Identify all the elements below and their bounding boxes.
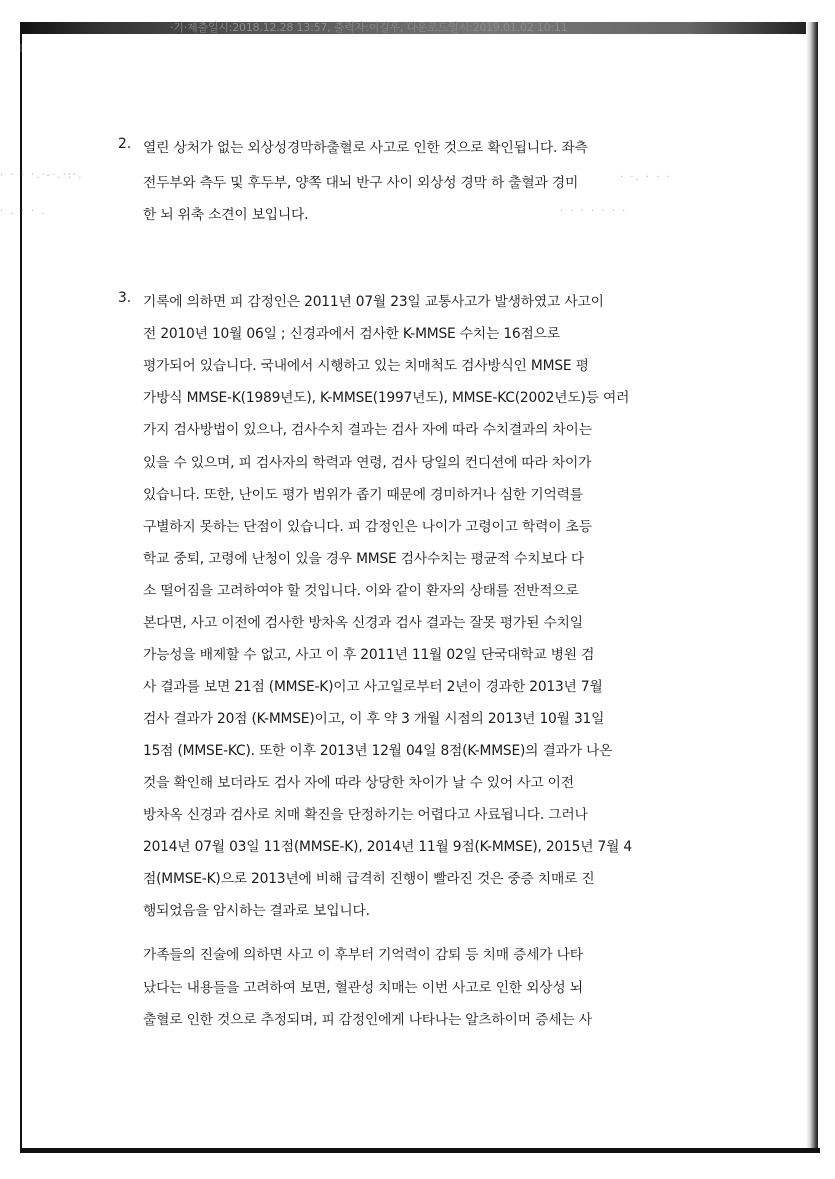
paragraph-line: 구별하지 못하는 단점이 있습니다. 피 감정인은 나이가 고령이고 학력이 초등 — [143, 519, 592, 535]
scan-mark — [20, 44, 22, 52]
paragraph-line: 평가되어 있습니다. 국내에서 시행하고 있는 치매척도 검사방식인 MMSE 평 — [143, 358, 589, 374]
paragraph-line: 열린 상처가 없는 외상성경막하출혈로 사고로 인한 것으로 확인됩니다. 좌측 — [143, 140, 588, 156]
paragraph-line: 소 떨어짐을 고려하여야 할 것입니다. 이와 같이 환자의 상태를 전반적으로 — [143, 583, 579, 599]
paragraph-line: 사 결과를 보면 21점 (MMSE-K)이고 사고일로부터 2년이 경과한 2013년 7월 — [143, 679, 603, 695]
paragraph-line: 났다는 내용들을 고려하여 보면, 혈관성 치매는 이번 사고로 인한 외상성 뇌 — [143, 980, 583, 996]
paragraph-line: 전 2010년 10월 06일 ; 신경과에서 검사한 K-MMSE 수치는 16점으로 — [143, 326, 560, 342]
paragraph-line: 것을 확인해 보더라도 검사 자에 따라 상당한 차이가 날 수 있어 사고 이전 — [143, 775, 574, 791]
download-stamp: ·기·제출일시:2018.12.28 13:57, 출력자:이길우, 다운로드일시:2019.01.02 10:11 — [170, 21, 568, 34]
scan-edge-bottom — [20, 1148, 820, 1153]
paragraph-line: 본다면, 사고 이전에 검사한 방차옥 신경과 검사 결과는 잘못 평가된 수치일 — [143, 615, 583, 631]
paragraph-line: 전두부와 측두 및 후두부, 양쪽 대뇌 반구 사이 외상성 경막 하 출혈과 경미 — [143, 175, 579, 191]
paragraph-line: 가족들의 진술에 의하면 사고 이 후부터 기억력이 감퇴 등 치매 증세가 나타 — [143, 947, 583, 963]
paragraph-line: 있습니다. 또한, 난이도 평가 범위가 좁기 때문에 경미하거나 심한 기억력를 — [143, 487, 583, 503]
scan-noise: · ·. · · · — [620, 172, 672, 183]
paragraph-line: 방차옥 신경과 검사로 치매 확진을 단정하기는 어렵다고 사료됩니다. 그러나 — [143, 807, 588, 823]
paragraph-line: 학교 중퇴, 고령에 난청이 있을 경우 MMSE 검사수치는 평균적 수치보다 다 — [143, 551, 584, 567]
paragraph-line: 점(MMSE-K)으로 2013년에 비해 급격히 진행이 빨라진 것은 중증 치매로 진 — [143, 871, 595, 887]
paragraph-line: 출혈로 인한 것으로 추정되며, 피 감정인에게 나타나는 알츠하이머 증세는 사 — [143, 1012, 592, 1028]
scan-noise: · . · · . — [0, 206, 47, 217]
scan-edge-right — [806, 22, 818, 1153]
paragraph-line: 가방식 MMSE-K(1989년도), K-MMSE(1997년도), MMSE-KC(2002년도)등 여러 — [143, 390, 630, 406]
paragraph-line: 한 뇌 위축 소견이 보입니다. — [143, 207, 309, 223]
paragraph-line: 가지 검사방법이 있으나, 검사수치 결과는 검사 자에 따라 수치결과의 차이는 — [143, 422, 592, 438]
paragraph-number: 3. — [118, 290, 132, 306]
scan-noise: · · · · · · · — [560, 206, 628, 217]
paragraph-line: 2014년 07월 03일 11점(MMSE-K), 2014년 11월 9점(K-MMSE), 2015년 7월 4 — [143, 839, 632, 855]
paragraph-line: 행되었음을 암시하는 결과로 보입니다. — [143, 903, 370, 919]
scan-noise: · · · ·.·-·.·:·. — [0, 170, 84, 181]
paragraph-line: 가능성을 배제할 수 없고, 사고 이 후 2011년 11월 02일 단국대학교 병원 검 — [143, 647, 595, 663]
scan-edge-left — [20, 22, 22, 1152]
paragraph-line: 15점 (MMSE-KC). 또한 이후 2013년 12월 04일 8점(K-MMSE)의 결과가 나온 — [143, 743, 613, 759]
paragraph-line: 기록에 의하면 피 감정인은 2011년 07월 23일 교통사고가 발생하였고 사고이 — [143, 294, 604, 310]
paragraph-line: 검사 결과가 20점 (K-MMSE)이고, 이 후 약 3 개월 시점의 2013년 10월 31일 — [143, 711, 605, 727]
paragraph-line: 있을 수 있으며, 피 검사자의 학력과 연령, 검사 당일의 컨디션에 따라 차이가 — [143, 455, 592, 471]
paragraph-number: 2. — [118, 136, 132, 152]
